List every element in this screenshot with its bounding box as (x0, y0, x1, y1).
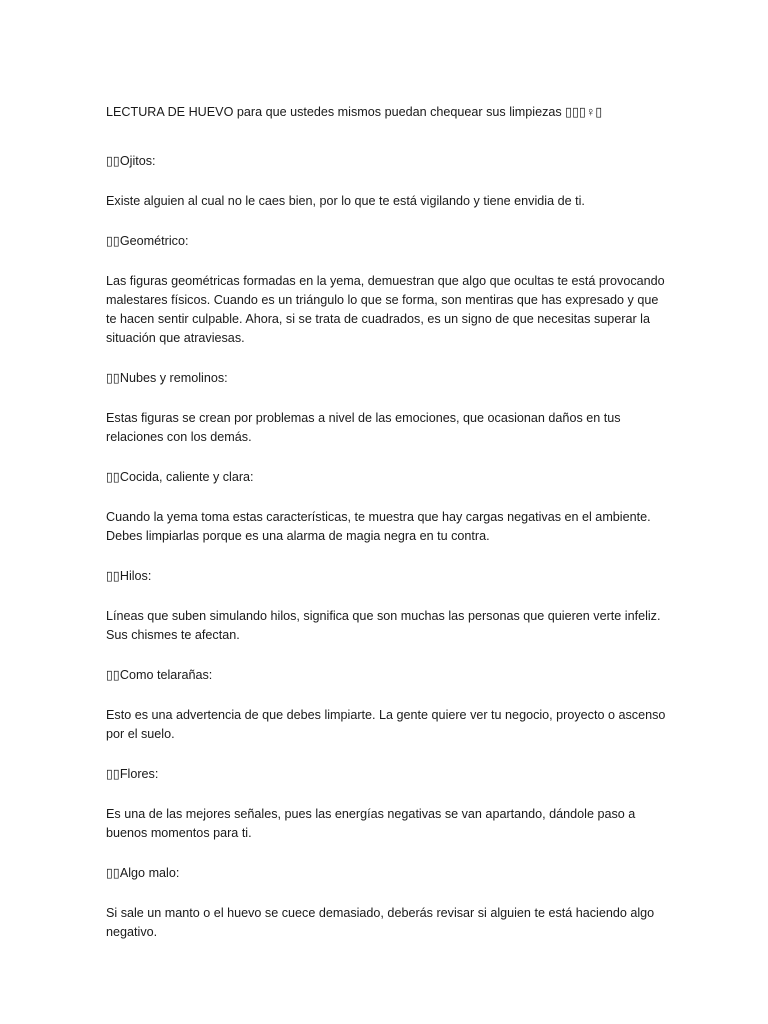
section-body-hilos: Líneas que suben simulando hilos, significa que son muchas las personas que quieren verte infeliz. Sus chismes te afectan. (106, 609, 661, 642)
section-body-flores: Es una de las mejores señales, pues las energías negativas se van apartando, dándole paso a buenos momentos para ti. (106, 807, 636, 840)
section-heading-geometrico: ▯▯Geométrico: (106, 234, 189, 248)
section-body-nubes: Estas figuras se crean por problemas a nivel de las emociones, que ocasionan daños en tus relaciones con los demás. (106, 411, 621, 444)
section-heading-flores: ▯▯Flores: (106, 767, 159, 781)
section-heading-telaranas: ▯▯Como telarañas: (106, 668, 213, 682)
section-body-cocida: Cuando la yema toma estas características, te muestra que hay cargas negativas en el ambiente. Debes limpiarlas porque es una alarma de magia negra en tu contra. (106, 510, 651, 543)
section-heading-ojitos: ▯▯Ojitos: (106, 154, 156, 168)
section-body-algo-malo: Si sale un manto o el huevo se cuece demasiado, deberás revisar si alguien te está haciendo algo negativo. (106, 906, 655, 939)
section-heading-hilos: ▯▯Hilos: (106, 569, 152, 583)
section-body-geometrico: Las figuras geométricas formadas en la yema, demuestran que algo que ocultas te está provocando malestares físicos. Cuando es un triángulo lo que se forma, son mentiras que has expresado y que te hacen sentir culpable. Ahora, si se trata de cuadrados, es un signo de que necesitas superar la situación que atraviesas. (106, 274, 665, 345)
document-content (106, 103, 666, 963)
section-heading-algo-malo: ▯▯Algo malo: (106, 866, 180, 880)
section-body-ojitos: Existe alguien al cual no le caes bien, por lo que te está vigilando y tiene envidia de ti. (106, 194, 585, 208)
section-body-telaranas: Esto es una advertencia de que debes limpiarte. La gente quiere ver tu negocio, proyecto o ascenso por el suelo. (106, 708, 666, 741)
document-title: LECTURA DE HUEVO para que ustedes mismos puedan chequear sus limpiezas ▯▯▯♀▯ (106, 105, 603, 119)
section-heading-nubes: ▯▯Nubes y remolinos: (106, 371, 228, 385)
section-heading-cocida: ▯▯Cocida, caliente y clara: (106, 470, 254, 484)
